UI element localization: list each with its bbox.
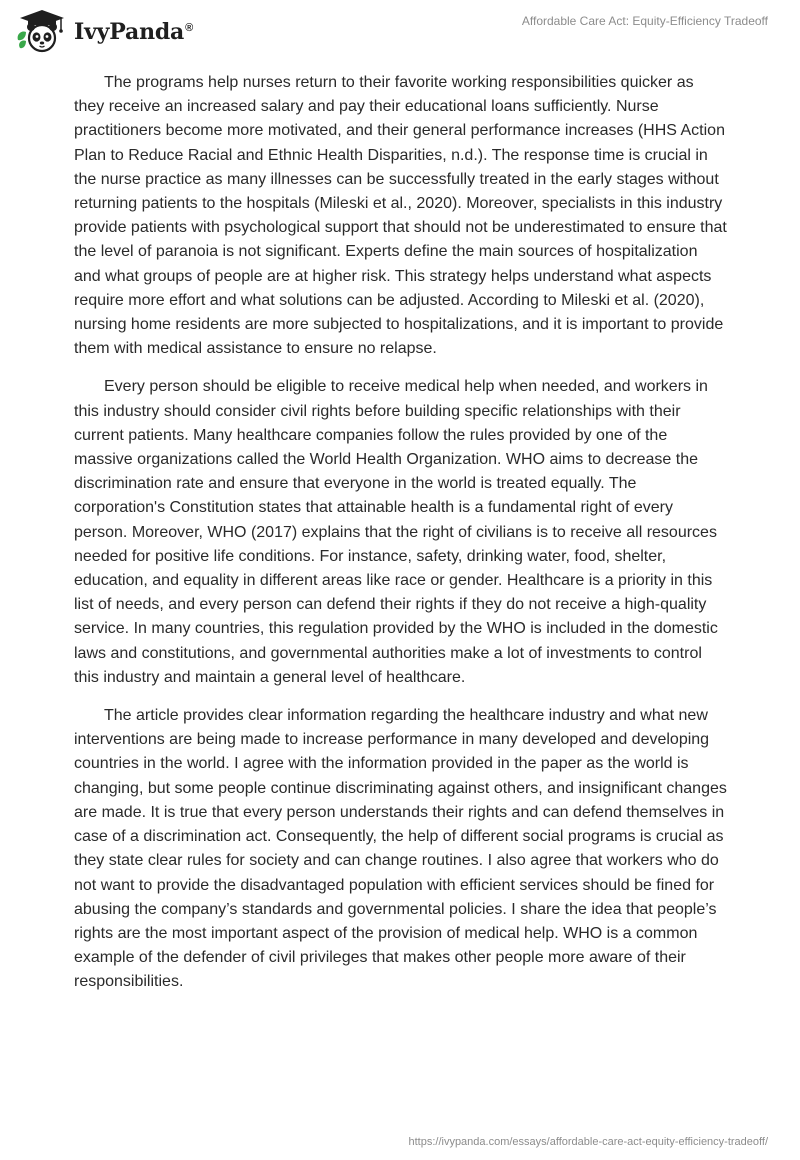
ivypanda-logo[interactable] <box>14 8 193 54</box>
panda-graduate-icon <box>14 8 70 54</box>
brand-name-text: IvyPanda <box>74 19 185 45</box>
essay-body <box>74 71 728 1009</box>
paragraph: The programs help nurses return to their favorite working responsibilities quicker as they receive an increased salary and pay their educational loans sufficiently. Nurse practitioners become more motivated, and their general performance increases (HHS Action Plan to Reduce Racial and Ethnic Health Disparities, n.d.). The response time is crucial in the nurse practice as many illnesses can be successfully treated in the early stages without returning patients to the hospitals (Mileski et al., 2020). Moreover, specialists in this industry provide patients with psychological support that should not be underestimated to ensure that the level of paranoia is not significant. Experts define the main sources of hospitalization and what groups of people are at higher risk. This strategy helps understand what aspects require more effort and what solutions can be adjusted. According to Mileski et al. (2020), nursing home residents are more subjected to hospitalizations, and it is important to provide them with medical assistance to ensure no relapse. <box>74 74 727 358</box>
paragraph: The article provides clear information regarding the healthcare industry and what new interventions are being made to increase performance in many developed and developing countries in the world. I agree with the information provided in the paper as the world is changing, but some people continue discriminating against others, and insignificant changes are made. It is true that every person understands their rights and can defend themselves in case of a discrimination act. Consequently, the help of different social programs is crucial as they state clear rules for society and can change routines. I also agree that workers who do not want to provide the disadvantaged population with efficient services should be fined for abusing the company’s standards and governmental policies. I share the idea that people’s rights are the most important aspect of the provision of medical help. WHO is a common example of the defender of civil privileges that makes other people more aware of their responsibilities. <box>74 707 727 991</box>
page-header <box>0 0 800 60</box>
document-title: Affordable Care Act: Equity-Efficiency Tradeoff <box>521 14 768 28</box>
brand-name <box>74 19 193 45</box>
paragraph: Every person should be eligible to receive medical help when needed, and workers in this industry should consider civil rights before building specific relationships with their current patients. Many healthcare companies follow the rules provided by one of the massive organizations called the World Health Organization. WHO aims to decrease the discrimination rate and ensure that everyone in the world is treated equally. The corporation's Constitution states that attainable health is a fundamental right of every person. Moreover, WHO (2017) explains that the right of civilians is to receive all resources needed for positive life conditions. For instance, safety, drinking water, food, shelter, education, and equality in different areas like race or gender. Healthcare is a priority in this list of needs, and every person can defend their rights if they do not receive a high-quality service. In many countries, this regulation provided by the WHO is included in the domestic laws and constitutions, and governmental authorities make a lot of investments to control this industry and maintain a general level of healthcare. <box>74 378 718 686</box>
source-url[interactable]: https://ivypanda.com/essays/affordable-care-act-equity-efficiency-tradeoff/ <box>408 1136 768 1148</box>
registered-mark: ® <box>185 21 194 34</box>
